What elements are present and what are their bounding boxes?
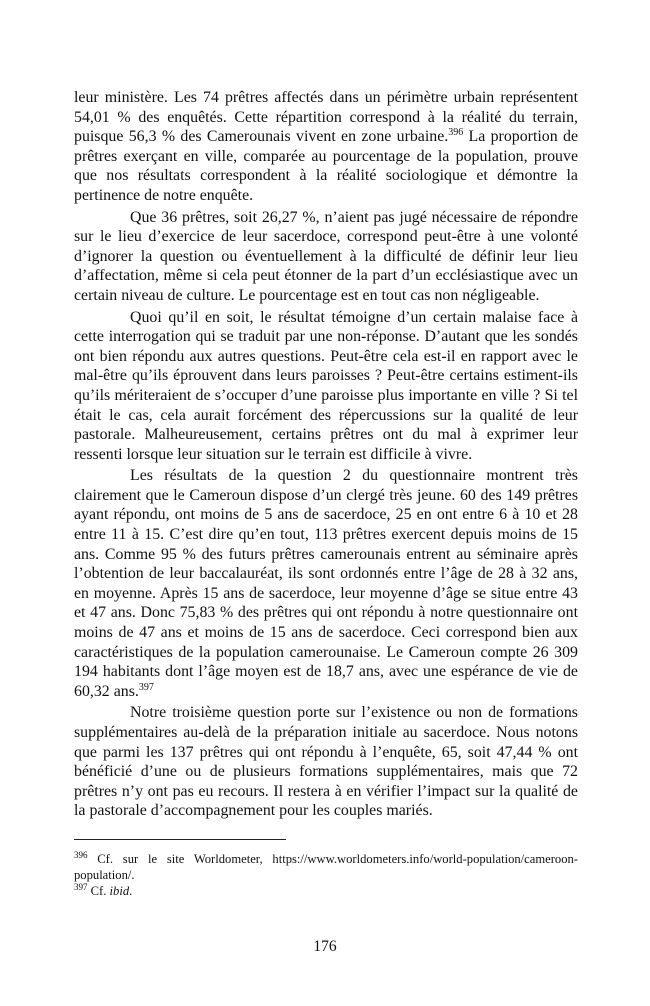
paragraph-4-text: Les résultats de la question 2 du questionnaire montrent très clairement que le Cameroun dispose d’un clergé très jeune. 60 des 149 prêtres ayant répondu, ont moins de 5 ans de sacerdoce, 25 en ont entre 6 à 10 et 28 entre 11 à 15. C’est dire qu’en tout, 113 prêtres exercent depuis moins de 15 ans. Comme 95 % des futurs prêtres camerounais entrent au séminaire après l’obtention de leur baccalauréat, ils sont ordonnés entre l’âge de 28 à 32 ans, en moyenne. Après 15 ans de sacerdoce, leur moyenne d’âge se situe entre 43 et 47 ans. Donc 75,83 % des prêtres qui ont répondu à notre questionnaire ont moins de 47 ans et moins de 15 ans de sacerdoce. Ceci correspond bien aux caractéristiques de la population camerounaise. Le Cameroun compte 26 309 194 habitants dont l’âge moyen est de 18,7 ans, avec une espérance de vie de 60,32 ans. bbox=[74, 467, 578, 700]
paragraph-1-tail: La proportion de prêtres exerçant en ville, comparée au pourcentage de la population, prouve que nos résultats correspondent à la réalité sociologique et démontre la pertinence de notre enquête. bbox=[74, 128, 578, 204]
footnote-number: 397 bbox=[74, 882, 88, 892]
paragraph-1 bbox=[74, 88, 578, 206]
paragraph-1-text: leur ministère. Les 74 prêtres affectés dans un périmètre urbain représentent 54,01 % des enquêtés. Cette répartition correspond à la réalité du terrain, puisque 56,3 % des Camerounais vivent en zone urbaine. bbox=[74, 89, 578, 146]
paragraph-3 bbox=[74, 308, 578, 465]
paragraph-5 bbox=[74, 703, 578, 821]
footnote-number: 396 bbox=[74, 850, 88, 860]
paragraph-2-text: Que 36 prêtres, soit 26,27 %, n’aient pas jugé nécessaire de répondre sur le lieu d’exercice de leur sacerdoce, correspond peut-être à une volonté d’ignorer la question ou éventuellement à la difficulté de définir leur lieu d’affectation, même si cela peut étonner de la part d’un ecclésiastique avec un certain niveau de culture. Le pourcentage est en tout cas non négligeable. bbox=[74, 208, 578, 304]
footnote-suffix: . bbox=[129, 884, 133, 898]
footnote-396 bbox=[74, 851, 578, 883]
paragraph-2 bbox=[74, 208, 578, 306]
footnote-397 bbox=[74, 883, 578, 899]
footnote-prefix: Cf. bbox=[87, 884, 110, 898]
paragraph-5-text: Notre troisième question porte sur l’existence ou non de formations supplémentaires au-delà de la préparation initiale au sacerdoce. Nous notons que parmi les 137 prêtres qui ont répondu à l’enquête, 65, soit 47,44 % ont bénéficié d’une ou de plusieurs formations supplémentaires, mais que 72 prêtres n’y ont pas eu recours. Il restera à en vérifier l’impact sur la qualité de la pastorale d’accompagnement pour les couples mariés. bbox=[74, 704, 578, 820]
footnote-text: Cf. sur le site Worldometer, https://www.worldometers.info/world-population/cameroon-population/. bbox=[74, 852, 578, 882]
page-number: 176 bbox=[313, 938, 337, 955]
footnote-ref-397[interactable]: 397 bbox=[138, 681, 154, 693]
page-body bbox=[74, 88, 578, 823]
footnote-divider bbox=[74, 839, 286, 840]
footnote-italic: ibid bbox=[109, 884, 130, 898]
footnote-ref-396[interactable]: 396 bbox=[448, 127, 464, 139]
footnotes bbox=[74, 851, 578, 899]
paragraph-3-text: Quoi qu’il en soit, le résultat témoigne d’un certain malaise face à cette interrogation qui se traduit par une non-réponse. D’autant que les sondés ont bien répondu aux autres questions. Peut-être cela est-il en rapport avec le mal-être qu’ils éprouvent dans leurs paroisses ? Peut-être certains estiment-ils qu’ils mériteraient de s’occuper d’une paroisse plus importante en ville ? Si tel était le cas, cela aurait forcément des répercussions sur la qualité de leur pastorale. Malheureusement, certains prêtres ont du mal à exprimer leur ressenti lorsque leur situation sur le terrain est difficile à vivre. bbox=[74, 308, 578, 463]
paragraph-4 bbox=[74, 466, 578, 701]
